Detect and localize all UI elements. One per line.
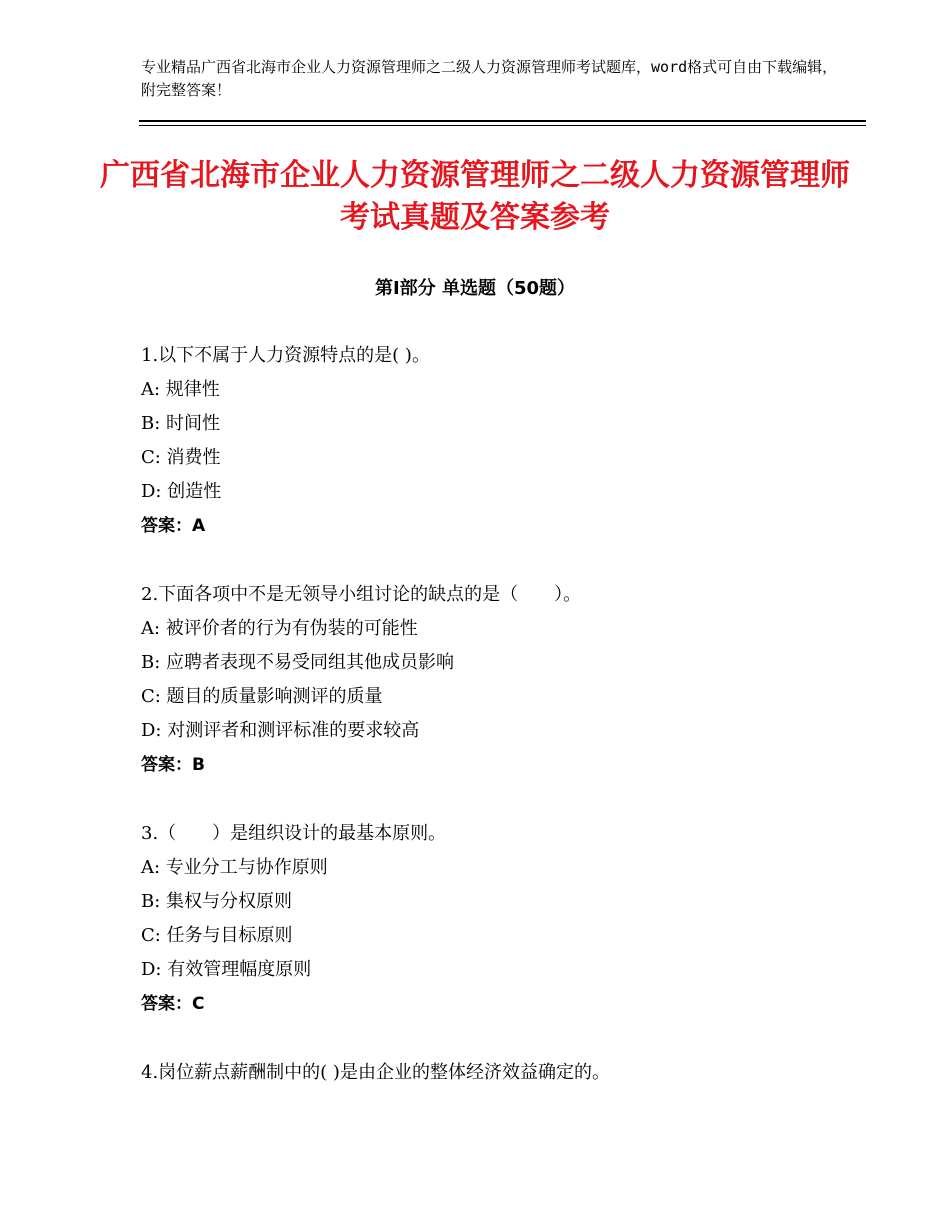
question-3-option-c: C: 任务与目标原则 [141, 925, 293, 946]
question-2-answer: 答案：B [141, 755, 205, 775]
question-stem-4: 4.岗位薪点薪酬制中的( )是由企业的整体经济效益确定的。 [141, 1062, 610, 1083]
header-note: 专业精品广西省北海市企业人力资源管理师之二级人力资源管理师考试题库，word格式可自由下载编辑，附完整答案！ [141, 58, 838, 99]
question-3-option-d: D: 有效管理幅度原则 [141, 959, 312, 980]
question-3-answer: 答案：C [141, 994, 205, 1014]
question-1-option-d: D: 创造性 [141, 481, 222, 502]
question-3-option-a: A: 专业分工与协作原则 [141, 857, 328, 878]
question-stem-2: 2.下面各项中不是无领导小组讨论的缺点的是（ ）。 [141, 584, 582, 605]
question-1-option-c: C: 消费性 [141, 447, 221, 468]
question-1-option-a: A: 规律性 [141, 379, 220, 400]
question-3-option-b: B: 集权与分权原则 [141, 891, 293, 912]
question-2-option-b: B: 应聘者表现不易受同组其他成员影响 [141, 652, 455, 673]
question-1-option-b: B: 时间性 [141, 413, 221, 434]
question-2-option-d: D: 对测评者和测评标准的要求较高 [141, 720, 420, 741]
question-stem-3: 3.（ ）是组织设计的最基本原则。 [141, 823, 447, 844]
header-divider-thick [139, 120, 866, 122]
section-heading: 第Ⅰ部分 单选题（50题） [374, 278, 575, 299]
question-1-answer: 答案：A [141, 516, 206, 536]
question-2-option-a: A: 被评价者的行为有伪装的可能性 [141, 618, 418, 639]
question-stem-1: 1.以下不属于人力资源特点的是( )。 [141, 345, 430, 366]
header-divider-thin [139, 125, 866, 126]
document-title: 广西省北海市企业人力资源管理师之二级人力资源管理师考试真题及答案参考 [100, 158, 850, 235]
question-2-option-c: C: 题目的质量影响测评的质量 [141, 686, 383, 707]
